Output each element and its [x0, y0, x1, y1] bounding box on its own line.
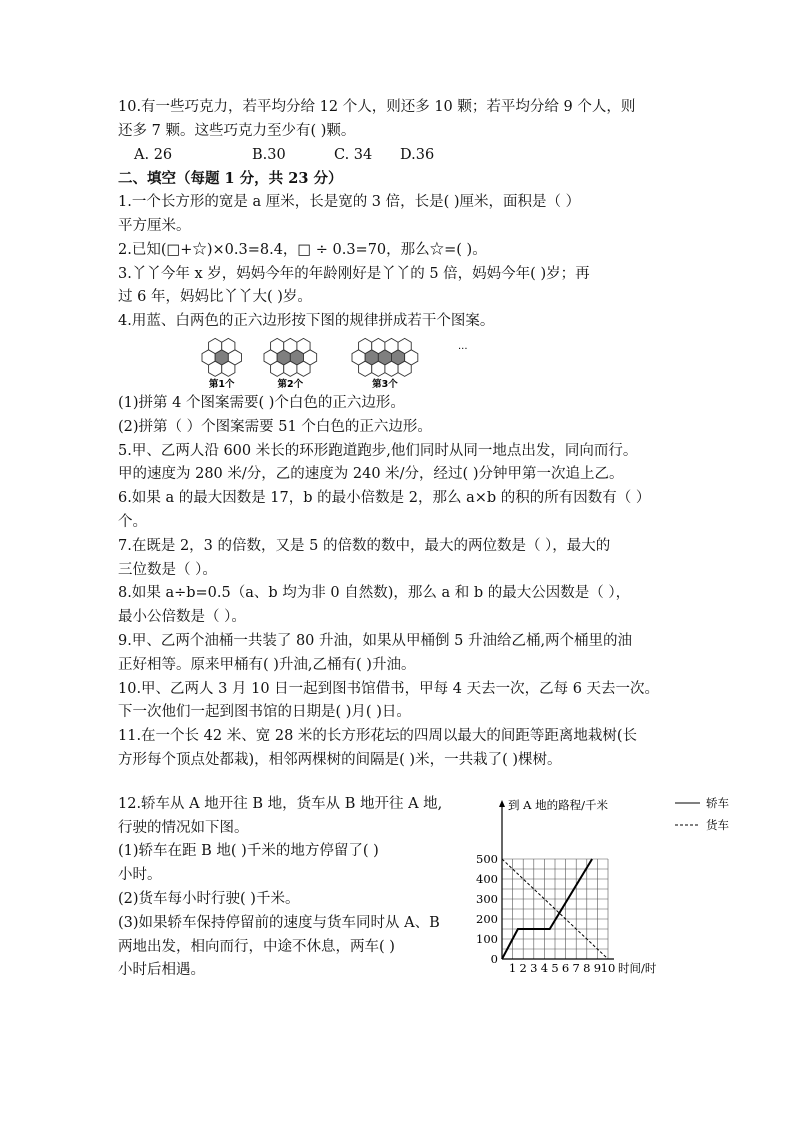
q5-line-2: 甲的速度为 280 米/分，乙的速度为 240 米/分，经过( )分钟甲第一次追上乙。 — [118, 466, 624, 483]
q12-line: 行驶的情况如下图。 — [118, 819, 249, 836]
option-a: A. 26 — [134, 146, 173, 163]
q12-line: 小时后相遇。 — [118, 962, 205, 979]
q5-line-1: 5.甲、乙两人沿 600 米长的环形跑道跑步,他们同时从同一地点出发，同向而行。 — [118, 442, 638, 459]
white-hexagon — [284, 338, 297, 353]
pattern-label: 第1个 — [208, 378, 235, 390]
q12-line: (3)如果轿车保持停留前的速度与货车同时从 A、B — [118, 914, 440, 931]
q4-line: 4.用蓝、白两色的正六边形按下图的规律拼成若干个图案。 — [118, 313, 495, 330]
worksheet-page — [118, 96, 729, 983]
legend-label: 轿车 — [706, 796, 729, 810]
q4-sub-2: (2)拼第（ ）个图案需要 51 个白色的正六边形。 — [118, 418, 432, 435]
y-tick-label: 400 — [476, 871, 498, 886]
y-axis-arrow — [499, 800, 505, 807]
white-hexagon — [372, 338, 385, 353]
white-hexagon — [297, 338, 310, 353]
white-hexagon — [398, 338, 411, 353]
section-title: 二、填空（每题 1 分，共 23 分） — [118, 170, 343, 188]
white-hexagon — [222, 338, 235, 353]
white-hexagon — [385, 338, 398, 353]
x-axis-label: 时间/时 — [618, 960, 657, 975]
white-hexagon — [209, 361, 222, 376]
q10-line-1: 10.有一些巧克力，若平均分给 12 个人，则还多 10 颗；若平均分给 9 个人，则 — [118, 99, 636, 115]
white-hexagon — [385, 361, 398, 376]
q12-line: 小时。 — [118, 867, 162, 884]
q6-line-2: 个。 — [118, 513, 147, 530]
hexagon-pattern-2 — [264, 338, 317, 390]
white-hexagon — [271, 338, 284, 353]
pattern-label: 第3个 — [372, 378, 398, 390]
q12-line: 12.轿车从 A 地开往 B 地，货车从 B 地开往 A 地, — [118, 795, 443, 812]
white-hexagon — [398, 361, 411, 376]
white-hexagon — [372, 361, 385, 376]
q11-line-1: 11.在一个长 42 米、宽 28 米的长方形花坛的四周以最大的间距等距离地栽树(长 — [118, 728, 638, 745]
q7-line-1: 7.在既是 2，3 的倍数，又是 5 的倍数的数中，最大的两位数是（ ），最大的 — [118, 537, 611, 554]
ellipsis: ··· — [458, 343, 468, 355]
option-d: D.36 — [400, 146, 435, 163]
y-axis-label: 到 A 地的路程/千米 — [508, 797, 608, 812]
q11-line-2: 方形每个顶点处都栽)，相邻两棵树的间隔是( )米，一共栽了( )棵树。 — [118, 751, 562, 768]
white-hexagon — [222, 361, 235, 376]
x-tick-label: 3 — [530, 960, 538, 975]
legend-label: 货车 — [706, 817, 729, 832]
x-tick-label: 4 — [540, 960, 549, 975]
hexagon-patterns — [200, 336, 490, 390]
q8-line-1: 8.如果 a÷b=0.5（a、b 均为非 0 自然数)，那么 a 和 b 的最大公因数是（ ）， — [118, 585, 631, 602]
x-tick-label: 8 — [583, 960, 591, 975]
q9-line-1: 9.甲、乙两个油桶一共装了 80 升油，如果从甲桶倒 5 升油给乙桶,两个桶里的油 — [118, 632, 633, 649]
x-tick-label: 6 — [561, 960, 570, 975]
q3-line-2: 过 6 年，妈妈比丫丫大( )岁。 — [118, 289, 312, 306]
x-tick-label: 1 — [508, 960, 517, 975]
q10b-line-2: 下一次他们一起到图书馆的日期是( )月( )日。 — [118, 704, 411, 721]
q12-line: (2)货车每小时行驶( )千米。 — [118, 890, 300, 907]
y-tick-label: 100 — [476, 931, 498, 946]
x-tick-label: 7 — [572, 960, 580, 975]
x-tick-label: 9 — [593, 960, 602, 975]
q12-line: 两地出发，相向而行，中途不休息，两车( ) — [118, 938, 395, 955]
hexagon-pattern-1 — [202, 338, 241, 390]
white-hexagon — [284, 361, 297, 376]
x-tick-label: 5 — [551, 960, 559, 975]
q2-line: 2.已知(□+☆)×0.3=8.4，□ ÷ 0.3=70，那么☆=( )。 — [118, 241, 487, 258]
q10-line-2: 还多 7 颗。这些巧克力至少有( )颗。 — [118, 122, 356, 139]
q12-text — [118, 793, 478, 983]
distance-time-graph — [468, 797, 744, 975]
x-tick-label: 2 — [519, 960, 527, 975]
q7-line-2: 三位数是（ ）。 — [118, 561, 217, 578]
hexagon-pattern-3 — [352, 338, 418, 390]
x-tick-label: 10 — [600, 960, 616, 975]
y-tick-label: 200 — [476, 911, 498, 926]
q1-line-1: 1.一个长方形的宽是 a 厘米，长是宽的 3 倍，长是( )厘米，面积是（ ） — [118, 194, 581, 211]
white-hexagon — [209, 338, 222, 353]
white-hexagon — [271, 361, 284, 376]
q1-line-2: 平方厘米。 — [118, 217, 191, 234]
q9-line-2: 正好相等。原来甲桶有( )升油,乙桶有( )升油。 — [118, 656, 416, 673]
y-tick-label: 500 — [476, 851, 498, 866]
white-hexagon — [297, 361, 310, 376]
option-b: B.30 — [252, 146, 286, 163]
q12-block — [118, 793, 729, 983]
q8-line-2: 最小公倍数是（ ）。 — [118, 609, 246, 626]
hexagon-pattern-figure — [200, 334, 694, 392]
q12-line: (1)轿车在距 B 地( )千米的地方停留了( ) — [118, 843, 379, 860]
q3-line-1: 3.丫丫今年 x 岁，妈妈今年的年龄刚好是丫丫的 5 倍，妈妈今年( )岁；再 — [118, 265, 590, 282]
pattern-label: 第2个 — [277, 378, 304, 390]
q10b-line-1: 10.甲、乙两人 3 月 10 日一起到图书馆借书，甲每 4 天去一次，乙每 6 天去一次。 — [118, 680, 660, 697]
white-hexagon — [359, 361, 372, 376]
white-hexagon — [359, 338, 372, 353]
q4-sub-1: (1)拼第 4 个图案需要( )个白色的正六边形。 — [118, 394, 405, 411]
y-tick-label: 0 — [490, 951, 498, 966]
q10-options — [118, 144, 694, 168]
option-c: C. 34 — [334, 146, 373, 163]
q6-line-1: 6.如果 a 的最大因数是 17，b 的最小倍数是 2，那么 a×b 的积的所有因数有（ ） — [118, 490, 651, 507]
y-tick-label: 300 — [476, 891, 498, 906]
